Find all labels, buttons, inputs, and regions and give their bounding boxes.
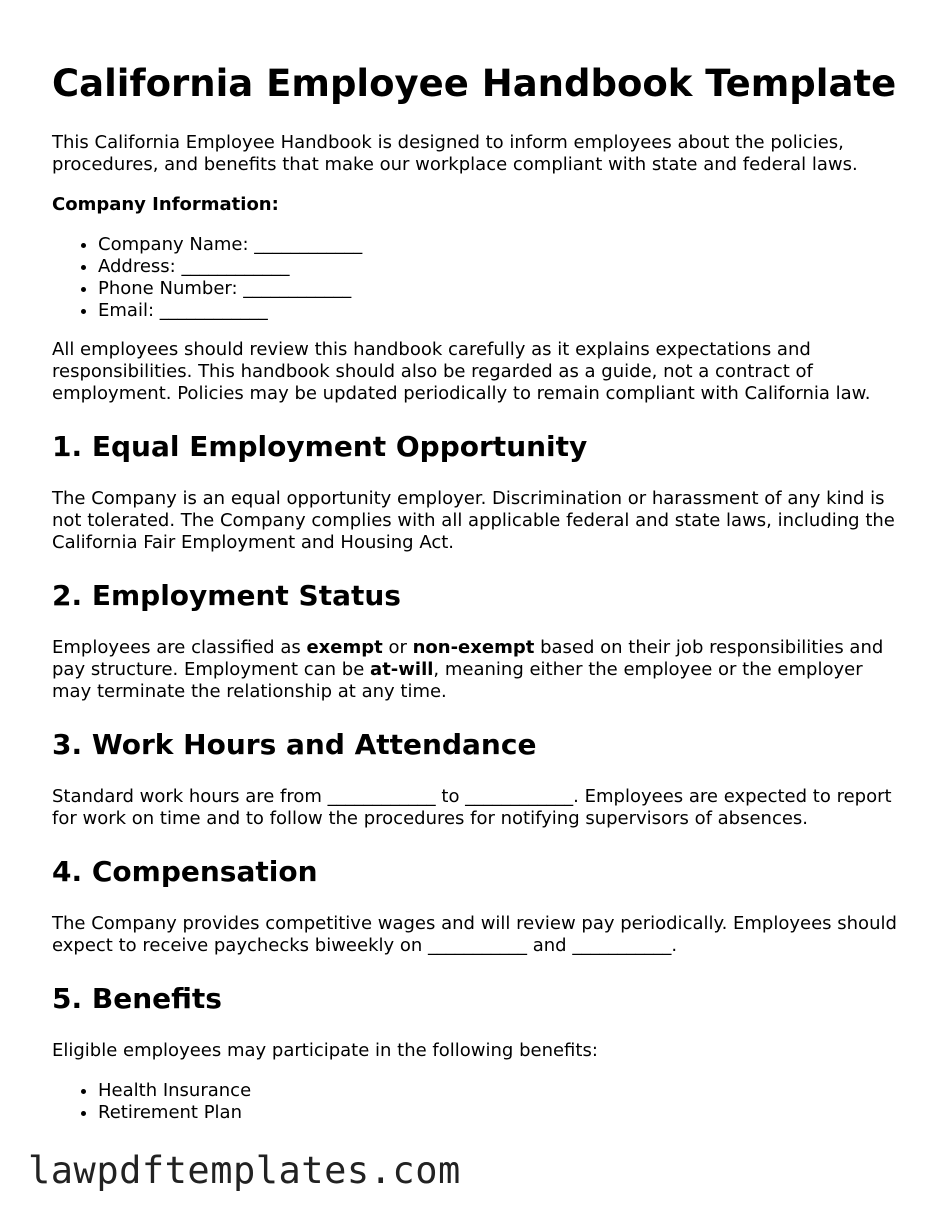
section-body-compensation: The Company provides competitive wages and will review pay periodically. Employees should expect to receive paychecks biweekly on ___________ and ___________. xyxy=(52,913,897,956)
at-will-term: at-will xyxy=(370,659,434,680)
company-name-field: • Company Name: ____________ xyxy=(98,234,902,256)
section-body-benefits: Eligible employees may participate in the following benefits: xyxy=(52,1040,598,1061)
status-text-2: or xyxy=(382,637,413,658)
section-body-eeo: The Company is an equal opportunity employer. Discrimination or harassment of any kind is not tolerated. The Company complies with all applicable federal and state laws, including the California Fair Employment and Housing Act. xyxy=(52,488,895,553)
status-text-3: based on their job responsibilities and pay structure. Employment can be xyxy=(52,637,884,680)
document-page xyxy=(52,62,902,1141)
benefit-item: • Health Insurance xyxy=(98,1080,902,1102)
watermark-text: lawpdftemplates.com xyxy=(28,1149,461,1192)
email-field: • Email: ____________ xyxy=(98,300,902,322)
status-text-1: Employees are classified as xyxy=(52,637,307,658)
benefits-list xyxy=(52,1080,902,1124)
section-heading-compensation: 4. Compensation xyxy=(52,855,318,888)
address-field: • Address: ____________ xyxy=(98,256,902,278)
company-info-list xyxy=(52,234,902,322)
section-heading-work-hours: 3. Work Hours and Attendance xyxy=(52,728,537,761)
section-body-work-hours: Standard work hours are from ____________ to ____________. Employees are expected to report for work on time and to follow the procedures for notifying supervisors of absences. xyxy=(52,786,892,829)
phone-number-field: • Phone Number: ____________ xyxy=(98,278,902,300)
intro-paragraph: This California Employee Handbook is designed to inform employees about the policies, procedures, and benefits that make our workplace compliant with state and federal laws. xyxy=(52,132,858,175)
non-exempt-term: non-exempt xyxy=(412,637,535,658)
review-note-paragraph: All employees should review this handbook carefully as it explains expectations and responsibilities. This handbook should also be regarded as a guide, not a contract of employment. Policies may be updated periodically to remain compliant with California law. xyxy=(52,339,871,404)
company-info-label: Company Information: xyxy=(52,194,279,215)
status-text-4: , meaning either the employee or the employer may terminate the relationship at any time. xyxy=(52,659,863,702)
page-title: California Employee Handbook Template xyxy=(52,62,897,105)
section-body-employment-status xyxy=(52,637,902,703)
section-heading-benefits: 5. Benefits xyxy=(52,982,222,1015)
exempt-term: exempt xyxy=(306,637,383,658)
section-heading-eeo: 1. Equal Employment Opportunity xyxy=(52,430,588,463)
section-heading-employment-status: 2. Employment Status xyxy=(52,579,401,612)
benefit-item: • Retirement Plan xyxy=(98,1102,902,1124)
